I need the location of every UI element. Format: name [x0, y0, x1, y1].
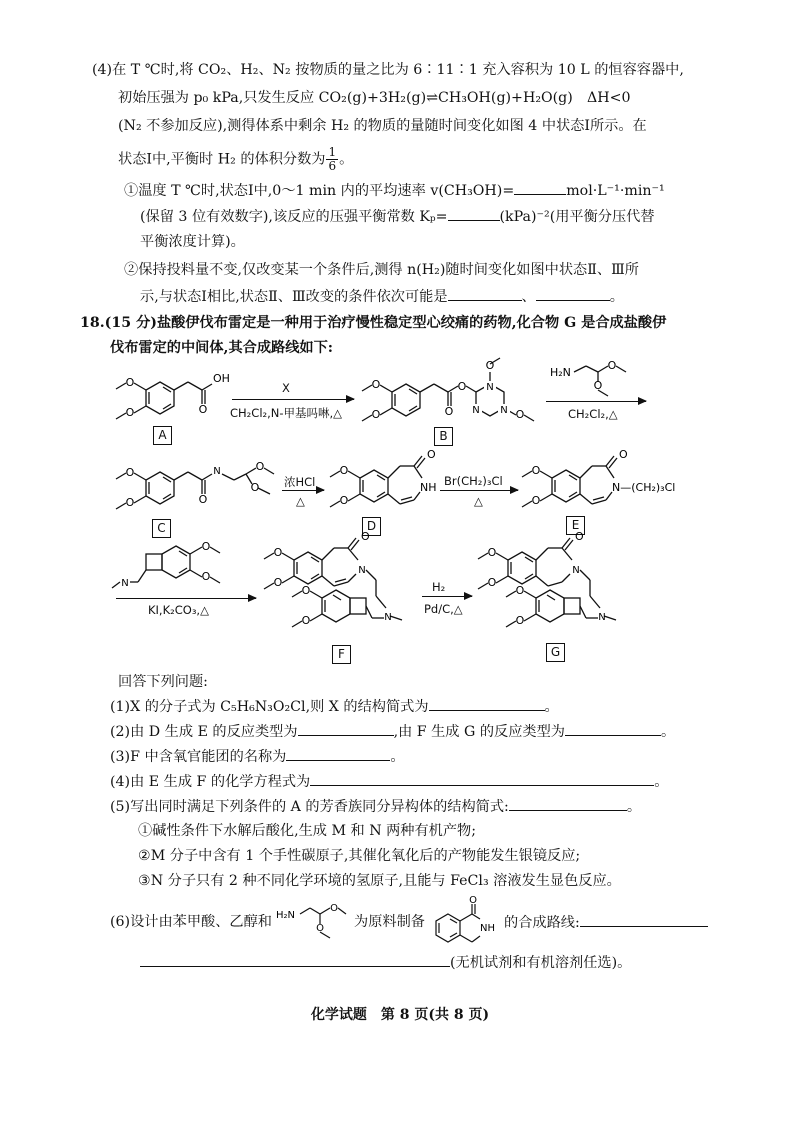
kp-text: (保留 3 位有效数字),该反应的压强平衡常数 Kₚ=	[140, 209, 448, 225]
atom-label: O	[361, 530, 370, 543]
period: 。	[390, 749, 405, 765]
part-6-line1-c	[504, 912, 708, 933]
part-2-text-b: ,由 F 生成 G 的反应类型为	[393, 724, 565, 740]
part-5	[110, 796, 641, 817]
arrow-B-C	[546, 401, 646, 402]
label-D: D	[362, 517, 381, 536]
condition-text: 示,与状态Ⅰ相比,状态Ⅱ、Ⅲ改变的条件依次可能是	[140, 289, 448, 305]
atom-label: N	[358, 565, 366, 576]
arrow-F-G	[422, 596, 472, 597]
structure-G	[476, 530, 646, 644]
atom-label: N	[486, 382, 494, 393]
fraction-denominator: 6	[328, 159, 337, 173]
reagent-aminoacetal-inline	[276, 902, 360, 946]
page-footer: 化学试题 第 8 页(共 8 页)	[310, 1007, 490, 1023]
atom-label: O	[607, 359, 617, 372]
label-A: A	[153, 426, 172, 445]
structure-F	[262, 530, 432, 644]
structure-B	[360, 354, 550, 434]
answer-blank-part5[interactable]	[509, 796, 627, 811]
label-G: G	[546, 643, 565, 662]
atom-label: N	[213, 466, 221, 477]
condition-1: ①碱性条件下水解后酸化,生成 M 和 N 两种有机产物;	[138, 823, 477, 839]
target-isoquinolinone	[430, 896, 504, 950]
part-6-text-d: (无机试剂和有机溶剂任选)。	[450, 955, 632, 971]
period: 。	[654, 774, 669, 790]
answer-blank-rate[interactable]	[514, 180, 566, 195]
structure-C	[112, 456, 292, 522]
atom-label: O	[444, 405, 454, 418]
condition-D-E-top: Br(CH₂)₃Cl	[444, 474, 503, 488]
atom-label: N	[572, 565, 580, 576]
condition-D-E-bottom: △	[474, 494, 483, 508]
atom-label: O	[250, 481, 260, 494]
arrow-C-D	[282, 490, 324, 491]
part-1-text: (1)X 的分子式为 C₅H₆N₃O₂Cl,则 X 的结构简式为	[110, 699, 429, 715]
atom-label: O	[575, 530, 584, 543]
label-C: C	[152, 519, 171, 538]
atom-label: O	[515, 408, 525, 421]
condition-2: ②M 分子中含有 1 个手性碳原子,其催化氧化后的产物能发生银镜反应;	[138, 848, 581, 864]
answer-blank-part2a[interactable]	[298, 721, 394, 736]
atom-label: O	[531, 494, 541, 507]
atom-label: O	[198, 493, 208, 506]
answer-blank-part1[interactable]	[429, 696, 545, 711]
q17-4-line1: (4)在 T ℃时,将 CO₂、H₂、N₂ 按物质的量之比为 6∶11∶1 充入容积为 10 L 的恒容容器中,	[92, 62, 684, 78]
structure-E	[518, 450, 718, 518]
q17-4-line4	[118, 146, 353, 173]
atom-label: O	[427, 448, 436, 461]
rate-unit: mol·L⁻¹·min⁻¹	[566, 183, 665, 199]
atom-label: O	[125, 406, 135, 419]
atom-label: O	[125, 496, 135, 509]
atom-label: O	[273, 576, 283, 589]
q18-intro-line1: 18.(15 分)盐酸伊伐布雷定是一种用于治疗慢性稳定型心绞痛的药物,化合物 G 是合成盐酸伊	[80, 315, 667, 331]
condition-3: ③N 分子只有 2 种不同化学环境的氢原子,且能与 FeCl₃ 溶液发生显色反应。	[138, 873, 621, 889]
atom-label: N	[598, 612, 606, 623]
rate-text: ①温度 T ℃时,状态Ⅰ中,0～1 min 内的平均速率 v(CH₃OH)=	[124, 183, 515, 199]
atom-label: N—(CH₂)₃Cl	[612, 481, 676, 494]
atom-label: N	[384, 612, 392, 623]
structure-A	[112, 366, 230, 430]
atom-label: O	[201, 570, 211, 583]
atom-label: N	[121, 578, 129, 589]
answer-blank-state2[interactable]	[448, 286, 522, 301]
condition-C-D-top: 浓HCl	[284, 475, 316, 489]
atom-label: O	[125, 376, 135, 389]
atom-label: O	[339, 494, 349, 507]
q17-4-line2: 初始压强为 p₀ kPa,只发生反应 CO₂(g)+3H₂(g)⇌CH₃OH(g)+H₂O(g) ΔH<0	[118, 90, 631, 106]
part-3-text: (3)F 中含氧官能团的名称为	[110, 749, 287, 765]
answer-blank-part6b[interactable]	[140, 952, 450, 967]
atom-label: O	[316, 923, 324, 934]
sub-question-1-line3: 平衡浓度计算)。	[140, 234, 245, 250]
condition-F-G-bottom: Pd/C,△	[424, 602, 463, 616]
atom-label: O	[125, 466, 135, 479]
answer-blank-part6a[interactable]	[580, 912, 708, 927]
atom-label: O	[619, 448, 628, 461]
atom-label: O	[593, 379, 603, 392]
fraction-one-sixth	[326, 146, 338, 173]
condition-C-D-bottom: △	[296, 494, 305, 508]
kp-unit: (kPa)⁻²(用平衡分压代替	[499, 209, 655, 225]
atom-label: O	[198, 403, 208, 416]
atom-label: O	[485, 359, 495, 372]
part-6-line2	[140, 952, 631, 973]
part-1	[110, 696, 559, 717]
answer-blank-kp[interactable]	[448, 206, 500, 221]
atom-label: O	[330, 903, 338, 914]
condition-E-F-bottom: KI,K₂CO₃,△	[148, 603, 209, 617]
arrow-D-E	[440, 490, 518, 491]
part-2	[110, 721, 675, 742]
period: 。	[339, 151, 354, 168]
atom-label: O	[531, 464, 541, 477]
label-F: F	[332, 645, 351, 664]
part-6-line1-b: 为原料制备	[354, 914, 425, 930]
h2-fraction-text: 状态Ⅰ中,平衡时 H₂ 的体积分数为	[118, 151, 326, 168]
atom-label: O	[339, 464, 349, 477]
period: 。	[660, 724, 676, 740]
part-2-text: (2)由 D 生成 E 的反应类型为	[110, 724, 298, 740]
atom-label: NH	[420, 481, 437, 494]
atom-label: O	[487, 576, 497, 589]
reagent-benzocyclobutene-amine	[112, 540, 262, 600]
period: 。	[626, 799, 642, 815]
atom-label: O	[487, 546, 497, 559]
atom-label: OH	[213, 372, 230, 385]
part-6-text-c: 的合成路线:	[504, 915, 580, 931]
answer-blank-part2b[interactable]	[565, 721, 661, 736]
atom-label: O	[371, 378, 381, 391]
sub-question-1-line1	[124, 180, 665, 201]
condition-B-C-bottom: CH₂Cl₂,△	[568, 407, 618, 421]
sub-question-2-line1: ②保持投料量不变,仅改变某一个条件后,测得 n(H₂)随时间变化如图中状态Ⅱ、Ⅲ所	[124, 262, 639, 278]
period: 。	[544, 699, 559, 715]
atom-label: NH	[480, 923, 495, 934]
part-4-text: (4)由 E 生成 F 的化学方程式为	[110, 774, 311, 790]
atom-label: O	[301, 614, 311, 627]
answer-blank-part4[interactable]	[310, 771, 654, 786]
atom-label: O	[515, 614, 525, 627]
atom-label: H₂N	[550, 366, 571, 379]
reagent-aminoacetal	[550, 358, 650, 398]
atom-label: O	[371, 408, 381, 421]
answer-blank-part3[interactable]	[286, 746, 390, 761]
q17-4-line3: (N₂ 不参加反应),测得体系中剩余 H₂ 的物质的量随时间变化如图 4 中状态Ⅰ所示。在	[118, 118, 647, 134]
fraction-numerator: 1	[328, 145, 337, 159]
arrow-E-F	[116, 598, 256, 599]
atom-label: O	[301, 584, 311, 597]
label-E: E	[566, 516, 585, 535]
atom-label: O	[273, 546, 283, 559]
part-5-text: (5)写出同时满足下列条件的 A 的芳香族同分异构体的结构简式:	[110, 799, 509, 815]
arrow-A-B	[232, 399, 354, 400]
atom-label: N	[472, 405, 480, 416]
q18-intro-line2: 伐布雷定的中间体,其合成路线如下:	[110, 340, 333, 356]
condition-A-B-top: X	[282, 381, 290, 395]
atom-label: H₂N	[276, 910, 296, 921]
atom-label: O	[201, 540, 211, 553]
condition-A-B-bottom: CH₂Cl₂,N-甲基吗啉,△	[230, 406, 343, 420]
answer-blank-state3[interactable]	[536, 286, 610, 301]
atom-label: O	[515, 584, 525, 597]
atom-label: O	[255, 460, 265, 473]
atom-label: O	[457, 380, 467, 393]
part-4	[110, 771, 668, 792]
sub-question-2-line2	[140, 286, 624, 307]
part-6-text-a: (6)设计由苯甲酸、乙醇和	[110, 914, 272, 930]
atom-label: O	[469, 895, 477, 906]
part-3	[110, 746, 405, 767]
atom-label: N	[500, 405, 508, 416]
period: 。	[609, 289, 624, 305]
answer-intro: 回答下列问题:	[118, 674, 208, 690]
label-B: B	[434, 427, 453, 446]
condition-F-G-top: H₂	[432, 580, 446, 594]
sub-question-1-line2	[140, 206, 655, 227]
separator: 、	[521, 289, 536, 305]
part-6-line1	[110, 912, 272, 932]
